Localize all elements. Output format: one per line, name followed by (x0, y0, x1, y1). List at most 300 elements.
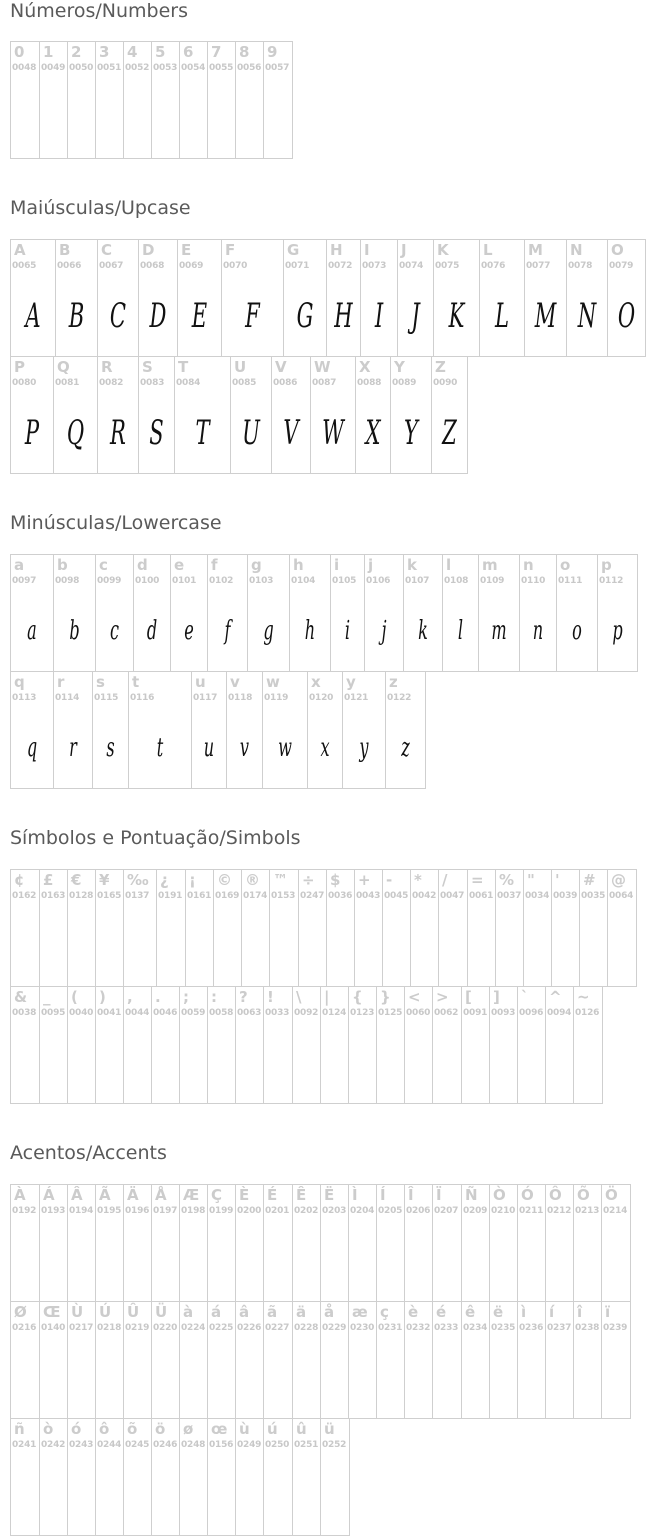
glyph-sample: M (534, 296, 557, 336)
glyph-char-label: £ (43, 871, 54, 889)
glyph-sample: X (365, 413, 381, 453)
section-title: Símbolos e Pontuação/Simbols (10, 827, 301, 849)
glyph-code-label: 0078 (568, 261, 593, 271)
glyph-cell (10, 554, 54, 672)
glyph-cell (431, 356, 468, 474)
glyph-code-label: 0239 (603, 1323, 628, 1333)
glyph-code-label: 0044 (125, 1008, 150, 1018)
glyph-cell (385, 671, 426, 789)
glyph-cell (298, 869, 327, 987)
glyph-char-label: + (358, 871, 371, 889)
glyph-char-label: d (137, 556, 148, 574)
glyph-code-label: 0204 (350, 1206, 375, 1216)
glyph-cell (517, 1184, 546, 1302)
glyph-sample: n (532, 616, 544, 646)
glyph-code-label: 0081 (55, 378, 80, 388)
glyph-cell (10, 1184, 40, 1302)
glyph-char-label: Ó (521, 1186, 534, 1204)
glyph-row (10, 869, 636, 987)
glyph-char-label: á (211, 1303, 222, 1321)
glyph-sample: T (195, 413, 210, 453)
glyph-cell (307, 671, 343, 789)
glyph-cell (138, 239, 178, 357)
glyph-cell (207, 554, 248, 672)
glyph-char-label: Œ (43, 1303, 61, 1321)
glyph-cell (221, 239, 284, 357)
glyph-char-label: { (352, 988, 363, 1006)
glyph-cell (10, 41, 40, 159)
glyph-char-label: a (14, 556, 25, 574)
glyph-code-label: 0043 (356, 891, 381, 901)
glyph-code-label: 0072 (328, 261, 353, 271)
glyph-code-label: 0101 (172, 576, 197, 586)
glyph-char-label: Â (71, 1186, 83, 1204)
glyph-code-label: 0094 (547, 1008, 572, 1018)
glyph-sample: o (572, 616, 582, 646)
glyph-code-label: 0069 (179, 261, 204, 271)
glyph-code-label: 0062 (434, 1008, 459, 1018)
glyph-code-label: 0054 (181, 63, 206, 73)
glyph-cell (397, 239, 434, 357)
glyph-char-label: L (483, 241, 493, 259)
glyph-cell (128, 671, 192, 789)
glyph-code-label: 0230 (350, 1323, 375, 1333)
glyph-cell (330, 554, 365, 672)
glyph-code-label: 0093 (491, 1008, 516, 1018)
glyph-code-label: 0245 (125, 1440, 150, 1450)
glyph-char-label: Î (408, 1186, 414, 1204)
glyph-sample: x (320, 733, 330, 763)
glyph-code-label: 0092 (294, 1008, 319, 1018)
glyph-code-label: 0105 (332, 576, 357, 586)
glyph-code-label: 0109 (480, 576, 505, 586)
glyph-char-label: Y (394, 358, 405, 376)
glyph-cell (517, 986, 546, 1104)
glyph-char-label: N (570, 241, 583, 259)
glyph-code-label: 0086 (273, 378, 298, 388)
glyph-code-label: 0118 (228, 693, 253, 703)
glyph-code-label: 0195 (97, 1206, 122, 1216)
glyph-cell (263, 1418, 293, 1536)
glyph-char-label: t (132, 673, 140, 691)
glyph-code-label: 0113 (12, 693, 37, 703)
glyph-char-label: 3 (99, 43, 110, 61)
glyph-char-label: 7 (211, 43, 222, 61)
glyph-code-label: 0201 (265, 1206, 290, 1216)
glyph-code-label: 0061 (469, 891, 494, 901)
glyph-sample: V (283, 413, 299, 453)
glyph-char-label: æ (352, 1303, 368, 1321)
glyph-code-label: 0213 (575, 1206, 600, 1216)
glyph-sample: t (156, 733, 164, 763)
glyph-cell (97, 239, 139, 357)
glyph-code-label: 0220 (153, 1323, 178, 1333)
glyph-code-label: 0227 (265, 1323, 290, 1333)
glyph-cell (156, 869, 186, 987)
glyph-cell (123, 986, 152, 1104)
glyph-char-label: ò (43, 1420, 54, 1438)
section-title: Acentos/Accents (10, 1142, 167, 1164)
glyph-cell (269, 869, 299, 987)
glyph-char-label: ì (521, 1303, 527, 1321)
glyph-code-label: 0116 (130, 693, 155, 703)
glyph-code-label: 0119 (264, 693, 289, 703)
glyph-char-label: Ô (549, 1186, 562, 1204)
glyph-char-label: w (266, 673, 280, 691)
glyph-cell (53, 356, 98, 474)
glyph-sample: v (239, 733, 250, 763)
glyph-char-label: œ (211, 1420, 228, 1438)
glyph-cell (10, 671, 54, 789)
glyph-sample: b (69, 616, 80, 646)
glyph-char-label: k (407, 556, 417, 574)
glyph-cell (39, 1418, 68, 1536)
glyph-code-label: 0070 (223, 261, 248, 271)
glyph-cell (360, 239, 398, 357)
glyph-cell (179, 1418, 208, 1536)
glyph-cell (53, 554, 96, 672)
glyph-code-label: 0111 (558, 576, 583, 586)
glyph-cell (10, 239, 56, 357)
glyph-sample: W (322, 413, 344, 453)
glyph-code-label: 0203 (322, 1206, 347, 1216)
glyph-code-label: 0231 (378, 1323, 403, 1333)
glyph-char-label: V (275, 358, 287, 376)
glyph-code-label: 0059 (181, 1008, 206, 1018)
glyph-cell (151, 1184, 180, 1302)
glyph-cell (39, 1184, 68, 1302)
glyph-char-label: 9 (267, 43, 278, 61)
glyph-cell (235, 41, 264, 159)
glyph-code-label: 0103 (249, 576, 274, 586)
glyph-code-label: 0053 (153, 63, 178, 73)
glyph-sample: c (109, 616, 120, 646)
glyph-sample: m (491, 616, 507, 646)
glyph-row (10, 554, 637, 672)
glyph-code-label: 0165 (97, 891, 122, 901)
glyph-code-label: 0194 (69, 1206, 94, 1216)
glyph-char-label: ó (71, 1420, 82, 1438)
glyph-code-label: 0073 (362, 261, 387, 271)
glyph-sample: U (242, 413, 260, 453)
glyph-char-label: $ (330, 871, 341, 889)
glyph-cell (207, 41, 236, 159)
glyph-cell (179, 41, 208, 159)
glyph-cell (376, 986, 405, 1104)
glyph-char-label: H (330, 241, 343, 259)
glyph-cell (566, 239, 608, 357)
glyph-sample: I (374, 296, 384, 336)
glyph-char-label: Ê (296, 1186, 307, 1204)
glyph-code-label: 0233 (434, 1323, 459, 1333)
glyph-cell (263, 1301, 293, 1419)
glyph-code-label: 0205 (378, 1206, 403, 1216)
glyph-cell (403, 554, 443, 672)
glyph-code-label: 0226 (237, 1323, 262, 1333)
glyph-cell (551, 869, 580, 987)
glyph-cell (545, 986, 574, 1104)
glyph-cell (235, 1418, 264, 1536)
glyph-code-label: 0076 (481, 261, 506, 271)
glyph-cell (292, 986, 321, 1104)
glyph-char-label: Á (43, 1186, 55, 1204)
glyph-code-label: 0060 (406, 1008, 431, 1018)
glyph-char-label: | (324, 988, 330, 1006)
glyph-cell (271, 356, 311, 474)
glyph-sample: l (457, 616, 464, 646)
glyph-sample: f (224, 616, 231, 646)
glyph-char-label: ñ (14, 1420, 25, 1438)
glyph-char-label: Æ (183, 1186, 200, 1204)
glyph-code-label: 0096 (519, 1008, 544, 1018)
glyph-sample: e (184, 616, 194, 646)
glyph-char-label: 5 (155, 43, 166, 61)
glyph-cell (320, 1418, 350, 1536)
glyph-sample: k (418, 616, 428, 646)
glyph-code-label: 0079 (609, 261, 634, 271)
glyph-sample: H (334, 296, 353, 336)
glyph-code-label: 0055 (209, 63, 234, 73)
glyph-cell (597, 554, 638, 672)
glyph-sample: w (278, 733, 292, 763)
glyph-char-label: Ò (493, 1186, 506, 1204)
glyph-cell (573, 1184, 602, 1302)
glyph-code-label: 0198 (181, 1206, 206, 1216)
glyph-sample: s (106, 733, 115, 763)
glyph-code-label: 0214 (603, 1206, 628, 1216)
glyph-cell (263, 1184, 293, 1302)
glyph-cell (67, 986, 96, 1104)
glyph-char-label: h (293, 556, 304, 574)
glyph-char-label: m (482, 556, 498, 574)
glyph-cell (191, 671, 227, 789)
glyph-code-label: 0238 (575, 1323, 600, 1333)
glyph-code-label: 0209 (463, 1206, 488, 1216)
glyph-code-label: 0074 (399, 261, 424, 271)
glyph-char-label: Ö (605, 1186, 618, 1204)
glyph-code-label: 0097 (12, 576, 37, 586)
glyph-code-label: 0169 (215, 891, 240, 901)
glyph-code-label: 0035 (581, 891, 606, 901)
glyph-char-label: [ (465, 988, 472, 1006)
glyph-char-label: 8 (239, 43, 250, 61)
glyph-cell (95, 986, 124, 1104)
glyph-char-label: G (287, 241, 300, 259)
glyph-char-label: Õ (577, 1186, 590, 1204)
glyph-cell (545, 1301, 574, 1419)
glyph-cell (207, 986, 236, 1104)
glyph-char-label: € (71, 871, 82, 889)
glyph-char-label: ¥ (99, 871, 110, 889)
glyph-code-label: 0099 (97, 576, 122, 586)
glyph-sample: R (110, 413, 126, 453)
glyph-row (10, 986, 602, 1104)
glyph-code-label: 0089 (392, 378, 417, 388)
glyph-sample: E (191, 296, 208, 336)
glyph-char-label: > (436, 988, 449, 1006)
glyph-code-label: 0084 (176, 378, 201, 388)
glyph-row (10, 1301, 630, 1419)
glyph-cell (241, 869, 270, 987)
glyph-cell (10, 986, 40, 1104)
glyph-code-label: 0156 (209, 1440, 234, 1450)
glyph-cell (326, 239, 361, 357)
glyph-cell (607, 239, 646, 357)
glyph-cell (292, 1184, 321, 1302)
glyph-cell (179, 986, 208, 1104)
glyph-char-label: A (14, 241, 26, 259)
glyph-sample: u (203, 733, 215, 763)
glyph-char-label: } (380, 988, 391, 1006)
glyph-cell (138, 356, 175, 474)
glyph-cell (289, 554, 331, 672)
glyph-char-label: Í (380, 1186, 386, 1204)
glyph-cell (524, 239, 567, 357)
glyph-code-label: 0243 (69, 1440, 94, 1450)
glyph-code-label: 0248 (181, 1440, 206, 1450)
glyph-char-label: q (14, 673, 25, 691)
glyph-char-label: ç (380, 1303, 389, 1321)
glyph-cell (53, 671, 93, 789)
glyph-code-label: 0228 (294, 1323, 319, 1333)
glyph-cell (67, 869, 96, 987)
glyph-char-label: g (251, 556, 262, 574)
glyph-char-label: e (174, 556, 185, 574)
glyph-char-label: s (96, 673, 105, 691)
glyph-char-label: é (436, 1303, 447, 1321)
glyph-code-label: 0197 (153, 1206, 178, 1216)
glyph-cell (320, 1184, 349, 1302)
glyph-char-label: 0 (14, 43, 25, 61)
glyph-sample: O (617, 296, 636, 336)
glyph-cell (461, 1184, 490, 1302)
glyph-char-label: ô (99, 1420, 110, 1438)
glyph-code-label: 0219 (125, 1323, 150, 1333)
glyph-code-label: 0124 (322, 1008, 347, 1018)
glyph-char-label: î (577, 1303, 583, 1321)
glyph-cell (235, 1301, 264, 1419)
glyph-code-label: 0207 (434, 1206, 459, 1216)
glyph-code-label: 0232 (406, 1323, 431, 1333)
glyph-char-label: 4 (127, 43, 138, 61)
glyph-char-label: , (127, 988, 133, 1006)
glyph-cell (355, 356, 391, 474)
glyph-cell (39, 869, 68, 987)
glyph-char-label: © (217, 871, 232, 889)
glyph-cell (207, 1418, 236, 1536)
glyph-char-label: 1 (43, 43, 54, 61)
glyph-char-label: F (225, 241, 236, 259)
glyph-char-label: j (368, 556, 374, 574)
glyph-sample: F (245, 296, 260, 336)
glyph-cell (523, 869, 552, 987)
glyph-cell (151, 1301, 180, 1419)
glyph-sample: Z (442, 413, 457, 453)
glyph-char-label: % (499, 871, 515, 889)
glyph-code-label: 0163 (41, 891, 66, 901)
glyph-sample: P (24, 413, 40, 453)
glyph-code-label: 0200 (237, 1206, 262, 1216)
glyph-char-label: I (364, 241, 370, 259)
glyph-code-label: 0077 (526, 261, 551, 271)
glyph-char-label: ` (521, 988, 529, 1006)
glyph-sample: G (296, 296, 314, 336)
glyph-code-label: 0196 (125, 1206, 150, 1216)
glyph-cell (432, 1184, 462, 1302)
glyph-cell (151, 986, 180, 1104)
glyph-code-label: 0192 (12, 1206, 37, 1216)
glyph-code-label: 0085 (232, 378, 257, 388)
glyph-cell (95, 1301, 124, 1419)
glyph-char-label: B (59, 241, 71, 259)
glyph-cell (67, 41, 96, 159)
glyph-code-label: 0247 (300, 891, 325, 901)
glyph-sample: h (304, 616, 316, 646)
glyph-code-label: 0244 (97, 1440, 122, 1450)
glyph-code-label: 0235 (491, 1323, 516, 1333)
glyph-code-label: 0075 (435, 261, 460, 271)
glyph-code-label: 0051 (97, 63, 122, 73)
glyph-code-label: 0052 (125, 63, 150, 73)
glyph-cell (235, 986, 264, 1104)
glyph-code-label: 0034 (525, 891, 550, 901)
glyph-char-label: Ë (324, 1186, 335, 1204)
glyph-code-label: 0064 (609, 891, 634, 901)
glyph-code-label: 0161 (187, 891, 212, 901)
glyph-cell (320, 1301, 349, 1419)
glyph-cell (95, 1184, 124, 1302)
glyph-char-label: ä (296, 1303, 307, 1321)
glyph-char-label: Ä (127, 1186, 139, 1204)
glyph-char-label: ¿ (160, 871, 169, 889)
glyph-code-label: 0250 (265, 1440, 290, 1450)
glyph-code-label: 0056 (237, 63, 262, 73)
glyph-cell (519, 554, 557, 672)
glyph-char-label: c (99, 556, 108, 574)
glyph-row (10, 239, 645, 357)
glyph-char-label: P (14, 358, 25, 376)
glyph-code-label: 0249 (237, 1440, 262, 1450)
glyph-char-label: ö (155, 1420, 166, 1438)
glyph-sample: r (69, 733, 77, 763)
glyph-cell (95, 869, 124, 987)
glyph-char-label: ü (324, 1420, 335, 1438)
glyph-code-label: 0237 (547, 1323, 572, 1333)
glyph-cell (404, 986, 433, 1104)
glyph-cell (320, 986, 349, 1104)
glyph-char-label: E (181, 241, 192, 259)
glyph-char-label: ~ (577, 988, 590, 1006)
glyph-code-label: 0058 (209, 1008, 234, 1018)
glyph-char-label: u (195, 673, 206, 691)
glyph-code-label: 0251 (294, 1440, 319, 1450)
section-title: Maiúsculas/Upcase (10, 197, 191, 219)
glyph-code-label: 0162 (12, 891, 37, 901)
glyph-cell (489, 1301, 518, 1419)
glyph-cell (467, 869, 496, 987)
glyph-char-label: J (401, 241, 407, 259)
glyph-code-label: 0236 (519, 1323, 544, 1333)
glyph-char-label: ø (183, 1420, 194, 1438)
glyph-row (10, 671, 425, 789)
glyph-sample: K (448, 296, 465, 336)
glyph-sample: J (411, 296, 420, 336)
glyph-char-label: n (523, 556, 534, 574)
glyph-code-label: 0108 (444, 576, 469, 586)
glyph-row (10, 41, 292, 159)
glyph-code-label: 0212 (547, 1206, 572, 1216)
glyph-char-label: ® (245, 871, 260, 889)
